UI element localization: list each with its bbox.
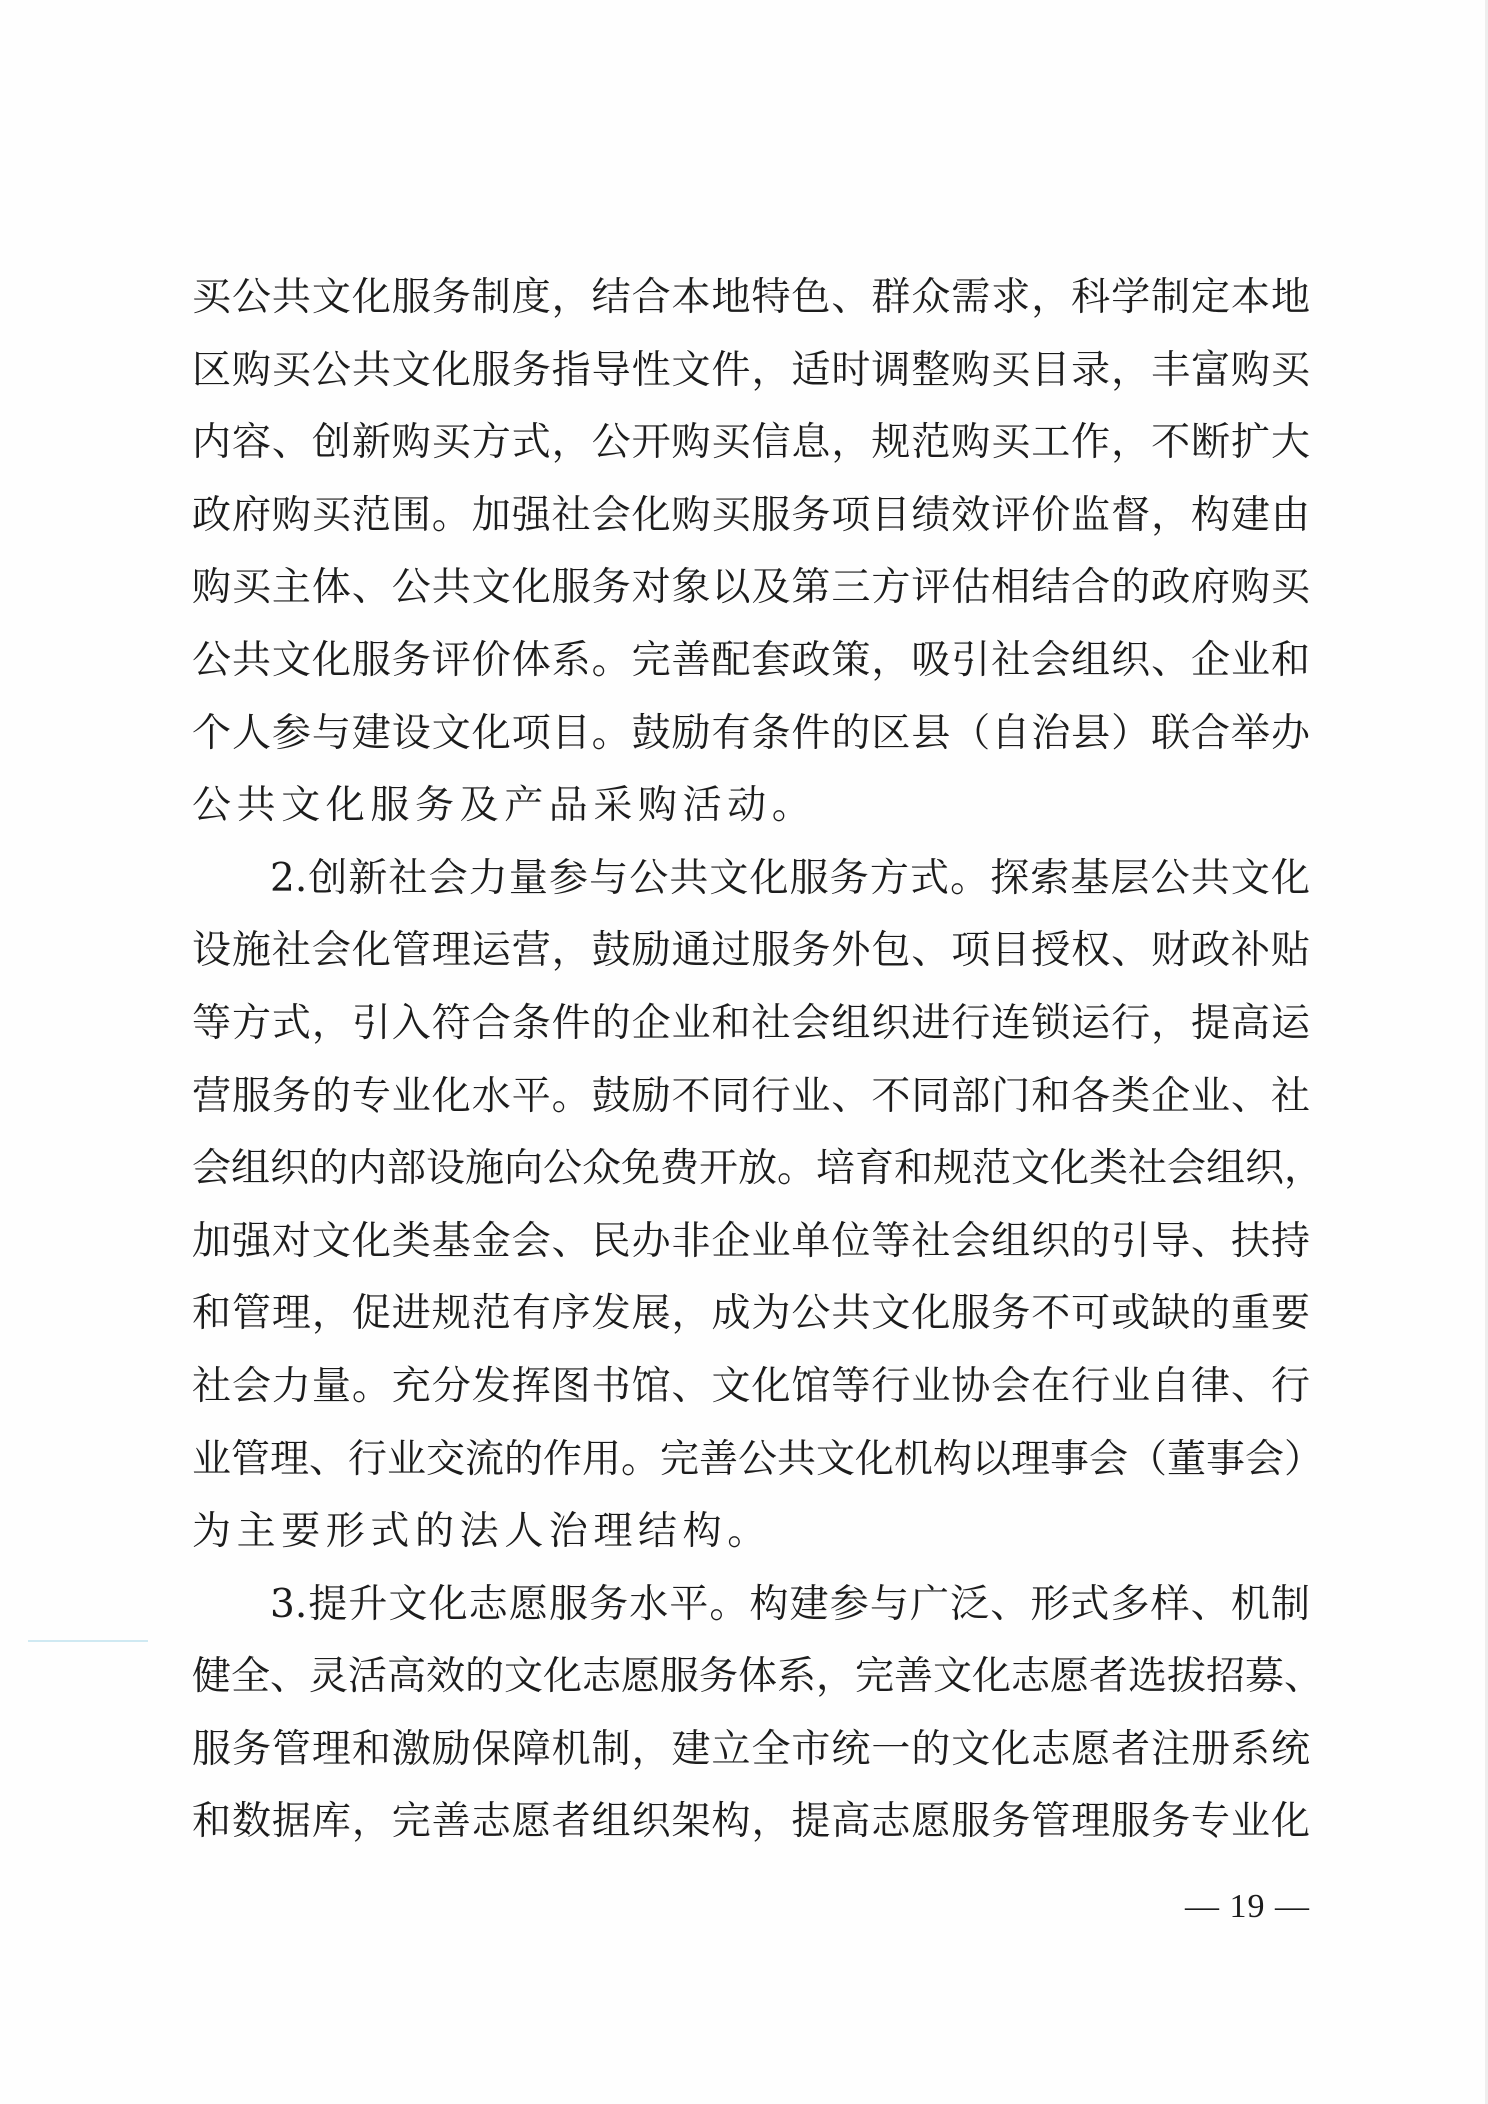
text-line-14: 加强对文化类基金会、民办非企业单位等社会组织的引导、扶持 xyxy=(192,1218,1310,1264)
body-text xyxy=(192,262,1324,1859)
page-number: — 19 — xyxy=(1185,1888,1310,1925)
text-line-20: 健全、灵活高效的文化志愿服务体系，完善文化志愿者选拔招募、 xyxy=(192,1654,1324,1700)
text-line-1: 买公共文化服务制度，结合本地特色、群众需求，科学制定本地 xyxy=(192,275,1310,320)
text-line-15: 和管理，促进规范有序发展，成为公共文化服务不可或缺的重要 xyxy=(192,1291,1310,1337)
text-line-6: 公共文化服务评价体系。完善配套政策，吸引社会组织、企业和 xyxy=(192,637,1310,683)
text-line-18: 为主要形式的法人治理结构。 xyxy=(192,1509,772,1555)
scan-mark xyxy=(28,1640,148,1642)
text-line-9: 2.创新社会力量参与公共文化服务方式。探索基层公共文化 xyxy=(270,855,1310,901)
text-line-7: 个人参与建设文化项目。鼓励有条件的区县（自治县）联合举办 xyxy=(192,710,1310,756)
text-line-12: 营服务的专业化水平。鼓励不同行业、不同部门和各类企业、社 xyxy=(192,1073,1310,1119)
text-line-5: 购买主体、公共文化服务对象以及第三方评估相结合的政府购买 xyxy=(192,565,1310,611)
text-line-13: 会组织的内部设施向公众免费开放。培育和规范文化类社会组织， xyxy=(192,1146,1324,1192)
text-line-3: 内容、创新购买方式，公开购买信息，规范购买工作，不断扩大 xyxy=(192,420,1310,466)
text-line-22: 和数据库，完善志愿者组织架构，提高志愿服务管理服务专业化 xyxy=(192,1799,1310,1845)
text-line-19: 3.提升文化志愿服务水平。构建参与广泛、形式多样、机制 xyxy=(270,1581,1310,1627)
text-line-4: 政府购买范围。加强社会化购买服务项目绩效评价监督，构建由 xyxy=(192,492,1310,538)
text-line-17: 业管理、行业交流的作用。完善公共文化机构以理事会（董事会） xyxy=(192,1436,1324,1482)
text-line-8: 公共文化服务及产品采购活动。 xyxy=(192,783,817,829)
text-line-16: 社会力量。充分发挥图书馆、文化馆等行业协会在行业自律、行 xyxy=(192,1363,1310,1409)
text-line-10: 设施社会化管理运营，鼓励通过服务外包、项目授权、财政补贴 xyxy=(192,928,1310,974)
text-line-2: 区购买公共文化服务指导性文件，适时调整购买目录，丰富购买 xyxy=(192,347,1310,393)
text-line-21: 服务管理和激励保障机制，建立全市统一的文化志愿者注册系统 xyxy=(192,1726,1310,1772)
text-line-11: 等方式，引入符合条件的企业和社会组织进行连锁运行，提高运 xyxy=(192,1000,1310,1046)
